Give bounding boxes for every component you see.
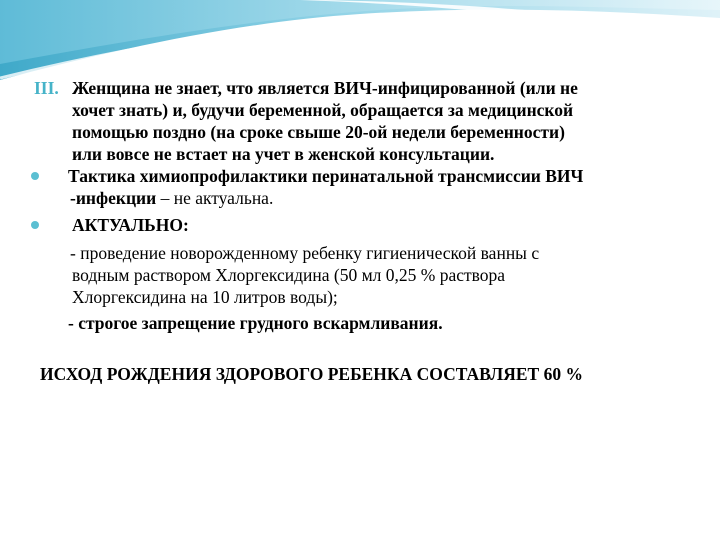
roman-numeral-marker: III. — [34, 78, 59, 98]
bullet2-sub1-line-3: Хлоргексидина на 10 литров воды); — [72, 287, 338, 307]
bullet2-heading: АКТУАЛЬНО: — [72, 215, 189, 235]
bullet-dot-icon — [31, 221, 39, 229]
bullet2-sub1-line-2: водным раствором Хлоргексидина (50 мл 0,25 % раствора — [72, 265, 506, 285]
item3-line-4: или вовсе не встает на учет в женской консультации. — [72, 144, 495, 164]
bullet1-line-2 — [70, 187, 273, 209]
item3-line-2: хочет знать) и, будучи беременной, обращается за медицинской — [72, 100, 574, 120]
bullet-dot-icon — [31, 172, 39, 180]
bullet1-line-2-bold: -инфекции — [70, 188, 157, 208]
bullet2-sub2: - строгое запрещение грудного вскармливания. — [68, 313, 443, 333]
bullet1-line-1: Тактика химиопрофилактики перинатальной трансмиссии ВИЧ — [68, 166, 584, 186]
item3-line-3: помощью поздно (на сроке свыше 20-ой недели беременности) — [72, 122, 565, 142]
bullet1-line-2-rest: – не актуальна. — [156, 188, 274, 208]
item3-line-1: Женщина не знает, что является ВИЧ-инфицированной (или не — [72, 78, 578, 98]
bullet2-sub1-line-1: - проведение новорожденному ребенку гигиенической ванны с — [70, 243, 540, 263]
conclusion-text: ИСХОД РОЖДЕНИЯ ЗДОРОВОГО РЕБЕНКА СОСТАВЛЯЕТ 60 % — [40, 364, 583, 384]
